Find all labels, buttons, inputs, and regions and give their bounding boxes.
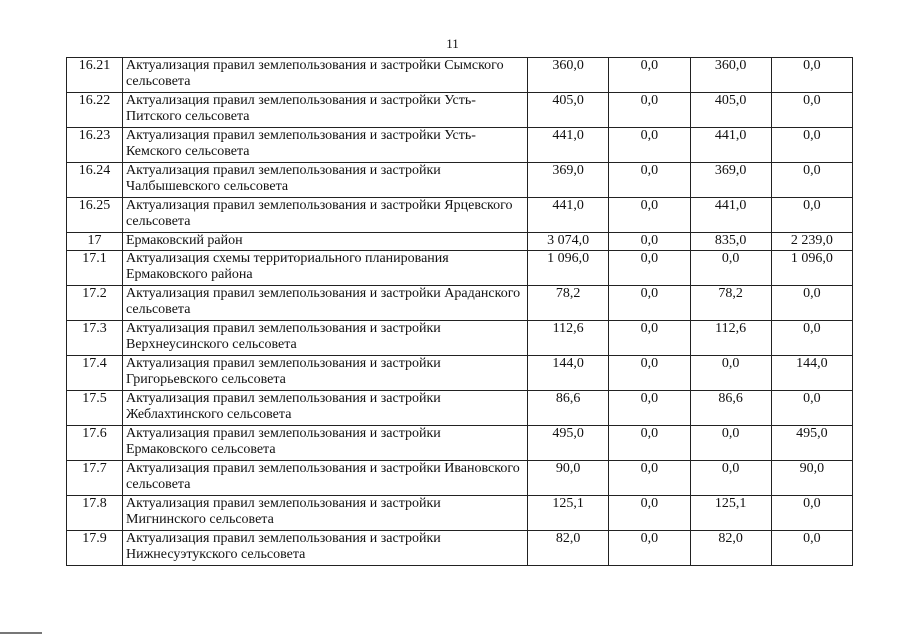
- row-number-cell: 16.22: [67, 93, 123, 128]
- value-col4-cell: 0,0: [771, 198, 852, 233]
- value-col2-cell: 0,0: [609, 286, 690, 321]
- value-col3-cell: 360,0: [690, 58, 771, 93]
- value-col4-cell: 0,0: [771, 496, 852, 531]
- value-total-cell: 144,0: [528, 356, 609, 391]
- value-col2-cell: 0,0: [609, 58, 690, 93]
- value-col3-cell: 0,0: [690, 356, 771, 391]
- row-name-cell: Актуализация правил землепользования и застройки Ярцевского сельсовета: [123, 198, 528, 233]
- value-total-cell: 82,0: [528, 531, 609, 566]
- value-total-cell: 1 096,0: [528, 251, 609, 286]
- row-name-cell: Актуализация правил землепользования и застройки Араданского сельсовета: [123, 286, 528, 321]
- table-row: [67, 321, 853, 356]
- value-col2-cell: 0,0: [609, 391, 690, 426]
- value-col4-cell: 0,0: [771, 163, 852, 198]
- row-number-cell: 17.8: [67, 496, 123, 531]
- row-number-cell: 17.9: [67, 531, 123, 566]
- value-col2-cell: 0,0: [609, 233, 690, 251]
- value-col3-cell: 835,0: [690, 233, 771, 251]
- table-row: [67, 426, 853, 461]
- scan-edge-mark: [0, 632, 42, 634]
- value-col3-cell: 0,0: [690, 426, 771, 461]
- table-body: [67, 58, 853, 566]
- table-row: [67, 356, 853, 391]
- value-total-cell: 125,1: [528, 496, 609, 531]
- table-row: [67, 391, 853, 426]
- page-number: 11: [446, 36, 459, 51]
- row-number-cell: 16.25: [67, 198, 123, 233]
- row-name-cell: Актуализация схемы территориального планирования Ермаковского района: [123, 251, 528, 286]
- value-col3-cell: 405,0: [690, 93, 771, 128]
- value-total-cell: 3 074,0: [528, 233, 609, 251]
- value-col4-cell: 0,0: [771, 286, 852, 321]
- row-name-cell: Актуализация правил землепользования и застройки Ермаковского сельсовета: [123, 426, 528, 461]
- table-row: [67, 233, 853, 251]
- row-name-cell: Актуализация правил землепользования и застройки Григорьевского сельсовета: [123, 356, 528, 391]
- value-col4-cell: 0,0: [771, 391, 852, 426]
- row-name-cell: Актуализация правил землепользования и застройки Верхнеусинского сельсовета: [123, 321, 528, 356]
- value-col3-cell: 125,1: [690, 496, 771, 531]
- row-name-cell: Актуализация правил землепользования и застройки Ивановского сельсовета: [123, 461, 528, 496]
- value-col4-cell: 0,0: [771, 128, 852, 163]
- value-col3-cell: 82,0: [690, 531, 771, 566]
- row-name-cell: Актуализация правил землепользования и застройки Жеблахтинского сельсовета: [123, 391, 528, 426]
- row-number-cell: 17.7: [67, 461, 123, 496]
- table-row: [67, 251, 853, 286]
- row-number-cell: 17.5: [67, 391, 123, 426]
- value-col3-cell: 369,0: [690, 163, 771, 198]
- value-col2-cell: 0,0: [609, 163, 690, 198]
- value-total-cell: 441,0: [528, 128, 609, 163]
- row-number-cell: 17.4: [67, 356, 123, 391]
- value-col3-cell: 441,0: [690, 128, 771, 163]
- value-total-cell: 441,0: [528, 198, 609, 233]
- value-total-cell: 360,0: [528, 58, 609, 93]
- value-total-cell: 369,0: [528, 163, 609, 198]
- value-total-cell: 78,2: [528, 286, 609, 321]
- value-col3-cell: 0,0: [690, 251, 771, 286]
- value-col4-cell: 0,0: [771, 58, 852, 93]
- row-name-cell: Актуализация правил землепользования и застройки Сымского сельсовета: [123, 58, 528, 93]
- row-number-cell: 16.23: [67, 128, 123, 163]
- table-row: [67, 58, 853, 93]
- row-name-cell: Актуализация правил землепользования и застройки Усть-Питского сельсовета: [123, 93, 528, 128]
- budget-table: [66, 57, 853, 566]
- row-number-cell: 16.24: [67, 163, 123, 198]
- value-col4-cell: 495,0: [771, 426, 852, 461]
- value-col2-cell: 0,0: [609, 461, 690, 496]
- value-total-cell: 405,0: [528, 93, 609, 128]
- value-col2-cell: 0,0: [609, 426, 690, 461]
- row-number-cell: 16.21: [67, 58, 123, 93]
- table-row: [67, 198, 853, 233]
- value-col4-cell: 0,0: [771, 321, 852, 356]
- value-col2-cell: 0,0: [609, 321, 690, 356]
- value-total-cell: 112,6: [528, 321, 609, 356]
- value-total-cell: 90,0: [528, 461, 609, 496]
- row-number-cell: 17.2: [67, 286, 123, 321]
- table-row: [67, 461, 853, 496]
- table-row: [67, 163, 853, 198]
- value-col2-cell: 0,0: [609, 251, 690, 286]
- table-row: [67, 496, 853, 531]
- value-col2-cell: 0,0: [609, 496, 690, 531]
- row-number-cell: 17.6: [67, 426, 123, 461]
- value-col2-cell: 0,0: [609, 128, 690, 163]
- table-row: [67, 531, 853, 566]
- value-col4-cell: 2 239,0: [771, 233, 852, 251]
- table-row: [67, 128, 853, 163]
- value-col3-cell: 112,6: [690, 321, 771, 356]
- value-col2-cell: 0,0: [609, 198, 690, 233]
- value-col2-cell: 0,0: [609, 93, 690, 128]
- value-col4-cell: 0,0: [771, 531, 852, 566]
- row-name-cell: Актуализация правил землепользования и застройки Мигнинского сельсовета: [123, 496, 528, 531]
- value-col3-cell: 0,0: [690, 461, 771, 496]
- row-number-cell: 17.3: [67, 321, 123, 356]
- value-col4-cell: 144,0: [771, 356, 852, 391]
- value-col3-cell: 441,0: [690, 198, 771, 233]
- value-col2-cell: 0,0: [609, 356, 690, 391]
- table-row: [67, 286, 853, 321]
- row-name-cell: Актуализация правил землепользования и застройки Усть-Кемского сельсовета: [123, 128, 528, 163]
- row-number-cell: 17.1: [67, 251, 123, 286]
- value-total-cell: 495,0: [528, 426, 609, 461]
- value-col4-cell: 0,0: [771, 93, 852, 128]
- table-row: [67, 93, 853, 128]
- row-name-cell: Актуализация правил землепользования и застройки Нижнесуэтукского сельсовета: [123, 531, 528, 566]
- row-number-cell: 17: [67, 233, 123, 251]
- value-col2-cell: 0,0: [609, 531, 690, 566]
- value-col3-cell: 78,2: [690, 286, 771, 321]
- row-name-cell: Ермаковский район: [123, 233, 528, 251]
- value-col4-cell: 90,0: [771, 461, 852, 496]
- value-col4-cell: 1 096,0: [771, 251, 852, 286]
- value-total-cell: 86,6: [528, 391, 609, 426]
- row-name-cell: Актуализация правил землепользования и застройки Чалбышевского сельсовета: [123, 163, 528, 198]
- value-col3-cell: 86,6: [690, 391, 771, 426]
